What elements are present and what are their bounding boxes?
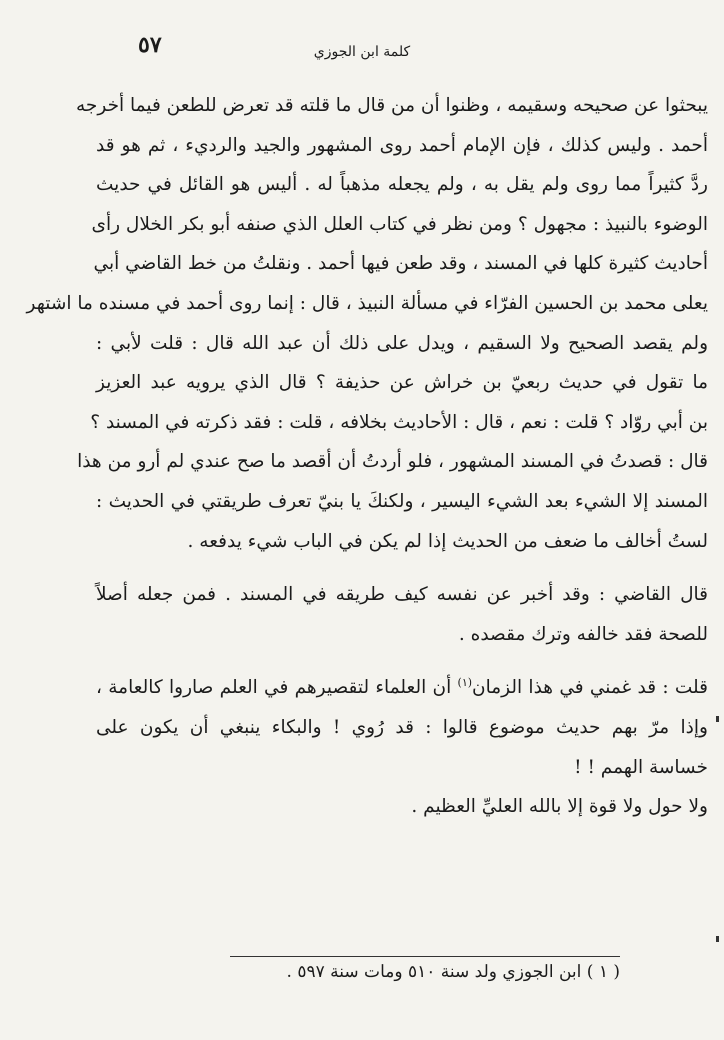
footnote-marker: (١) [457,676,473,690]
paragraph-2 [96,575,708,654]
text-line: أحاديث كثيرة كلها في المسند ، وقد طعن فيها أحمد . ونقلتُ من خط القاضي أبي [93,253,708,275]
scan-speck [716,936,719,942]
text-line: وإذا مرّ بهم حديث موضوع قالوا : قد رُوي ! والبكاء ينبغي أن يكون على [96,716,708,738]
text-line: لستُ أخالف ما ضعف من الحديث إذا لم يكن في الباب شيء يدفعه . [187,530,708,552]
footnote-divider [230,956,620,957]
text-line: ولم يقصد الصحيح ولا السقيم ، ويدل على ذلك أن عبد الله قال : قلت لأبي : [96,332,708,354]
footnote: ( ١ ) ابن الجوزي ولد سنة ٥١٠ ومات سنة ٥٩٧ . [286,962,620,982]
running-head: كلمة ابن الجوزي [313,44,411,60]
text-line: خساسة الهمم ! ! [574,756,708,778]
paragraph-3 [96,668,708,787]
scan-speck [716,716,719,722]
text-line: قال : قصدتُ في المسند المشهور ، فلو أردتُ أن أقصد ما صح عندي لم أرو من هذا [77,451,708,473]
text-line: ردَّ كثيراً مما روى ولم يقل به ، ولم يجعله مذهباً له . أليس هو القائل في حديث [96,174,708,196]
text-line: أحمد . وليس كذلك ، فإن الإمام أحمد روى المشهور والجيد والرديء ، ثم هو قد [96,134,708,156]
text-line: للصحة فقد خالفه وترك مقصده . [458,623,708,645]
text-line [96,668,708,708]
text-line: بن أبي روّاد ؟ قلت : نعم ، قال : الأحاديث بخلافه ، قلت : فقد ذكرته في المسند ؟ [90,411,708,433]
main-text [26,86,708,827]
text-line: يعلى محمد بن الحسين الفرّاء في مسألة النبيذ ، قال : إنما روى أحمد في مسنده ما اشتهر [26,292,708,314]
page-number: ٥٧ [138,32,162,58]
text-line: المسند إلا الشيء بعد الشيء اليسير ، ولكنكَ يا بنيّ تعرف طريقتي في الحديث : [96,490,708,512]
closing-line: ولا حول ولا قوة إلا بالله العليِّ العظيم . [411,796,708,818]
paragraph-1 [26,86,708,561]
closing-paragraph [96,787,708,827]
text-line: يبحثوا عن صحيحه وسقيمه ، وظنوا أن من قال ما قلته قد تعرض للطعن فيما أخرجه [76,95,708,116]
text-segment: قلت : قد غمني في هذا الزمان [472,677,708,699]
text-line: الوضوء بالنبيذ : مجهول ؟ ومن نظر في كتاب العلل الذي صنفه أبو بكر الخلال رأى [91,213,708,235]
text-line: قال القاضي : وقد أخبر عن نفسه كيف طريقه في المسند . فمن جعله أصلاً [96,584,708,606]
text-line: ما تقول في حديث ربعيّ بن خراش عن حذيفة ؟ قال الذي يرويه عبد العزيز [96,372,708,394]
text-segment: أن العلماء لتقصيرهم في العلم صاروا كالعامة ، [96,677,458,699]
